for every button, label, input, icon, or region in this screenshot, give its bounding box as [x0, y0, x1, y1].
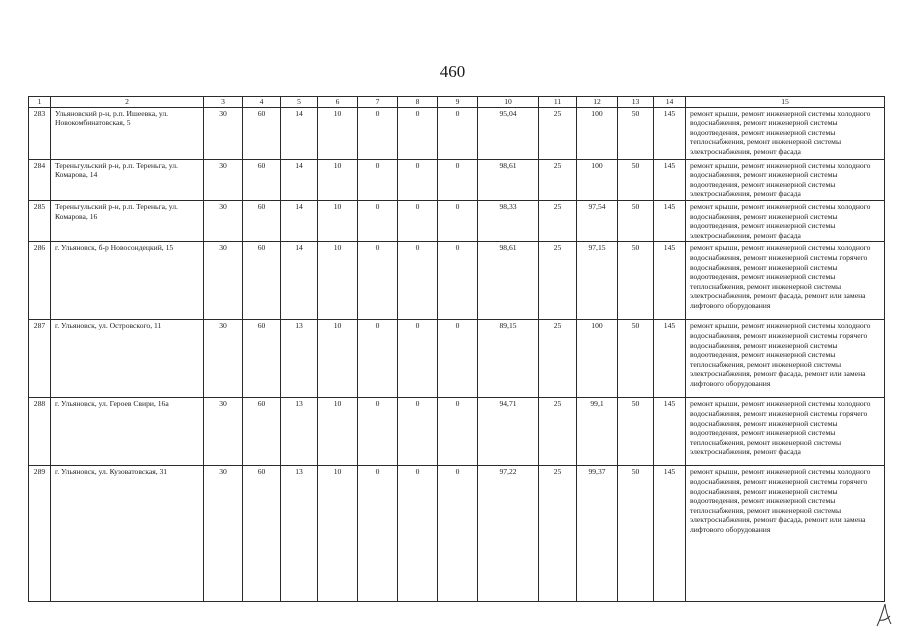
table-cell: 60: [243, 107, 281, 159]
table-cell: 0: [438, 107, 478, 159]
table-cell: 0: [438, 159, 478, 200]
address-cell: Ульяновский р-н, р.п. Ишеевка, ул. Новокомбинатовская, 5: [51, 107, 204, 159]
table-cell: 10: [318, 242, 358, 320]
works-list-cell: ремонт крыши, ремонт инженерной системы холодного водоснабжения, ремонт инженерной системы водоотведения, ремонт инженерной системы электроснабжения, ремонт фасада: [686, 200, 885, 241]
address-cell: г. Ульяновск, ул. Кузоватовская, 31: [51, 466, 204, 602]
column-header: 12: [577, 97, 618, 108]
table-cell: 0: [438, 398, 478, 466]
table-cell: 25: [539, 398, 577, 466]
column-header: 3: [204, 97, 243, 108]
table-cell: 10: [318, 466, 358, 602]
table-cell: 50: [618, 107, 654, 159]
table-cell: 0: [438, 200, 478, 241]
table-cell: 14: [281, 242, 318, 320]
table-cell: 0: [358, 398, 398, 466]
table-cell: 30: [204, 398, 243, 466]
table-cell: 25: [539, 466, 577, 602]
row-number-cell: 287: [29, 320, 51, 398]
table-cell: 0: [438, 466, 478, 602]
table-cell: 25: [539, 200, 577, 241]
works-list-cell: ремонт крыши, ремонт инженерной системы холодного водоснабжения, ремонт инженерной системы водоотведения, ремонт инженерной системы электроснабжения, ремонт фасада: [686, 159, 885, 200]
table-cell: 145: [654, 320, 686, 398]
table-cell: 25: [539, 320, 577, 398]
table-cell: 145: [654, 242, 686, 320]
table-cell: 97,54: [577, 200, 618, 241]
column-header: 7: [358, 97, 398, 108]
works-list-cell: ремонт крыши, ремонт инженерной системы холодного водоснабжения, ремонт инженерной системы горячего водоснабжения, ремонт инженерной системы водоотведения, ремонт инженерной системы теплоснабжения, ремонт инженерной системы электроснабжения, ремонт фасада, ремонт или замена лифтового оборудования: [686, 466, 885, 602]
table-cell: 10: [318, 320, 358, 398]
table-row: [29, 159, 885, 200]
address-cell: г. Ульяновск, б-р Новосондецкий, 15: [51, 242, 204, 320]
table-cell: 30: [204, 242, 243, 320]
table-cell: 50: [618, 466, 654, 602]
table-cell: 60: [243, 159, 281, 200]
table-cell: 99,37: [577, 466, 618, 602]
address-cell: г. Ульяновск, ул. Героев Свири, 16а: [51, 398, 204, 466]
table-cell: 30: [204, 466, 243, 602]
table-cell: 30: [204, 320, 243, 398]
column-header: 4: [243, 97, 281, 108]
table-cell: 50: [618, 200, 654, 241]
column-header: 10: [478, 97, 539, 108]
row-number-cell: 289: [29, 466, 51, 602]
address-cell: Тереньгульский р-н, р.п. Тереньга, ул. Комарова, 16: [51, 200, 204, 241]
table-cell: 97,22: [478, 466, 539, 602]
table-cell: 0: [358, 159, 398, 200]
row-number-cell: 288: [29, 398, 51, 466]
column-header: 6: [318, 97, 358, 108]
row-number-cell: 286: [29, 242, 51, 320]
table-body: [29, 97, 885, 602]
row-number-cell: 284: [29, 159, 51, 200]
signature-mark: [873, 600, 895, 630]
table-cell: 50: [618, 242, 654, 320]
column-header: 8: [398, 97, 438, 108]
table-cell: 145: [654, 200, 686, 241]
table-cell: 10: [318, 107, 358, 159]
address-cell: г. Ульяновск, ул. Островского, 11: [51, 320, 204, 398]
table-cell: 98,61: [478, 159, 539, 200]
table-cell: 25: [539, 159, 577, 200]
table-cell: 89,15: [478, 320, 539, 398]
column-header: 15: [686, 97, 885, 108]
table-cell: 145: [654, 159, 686, 200]
table-cell: 30: [204, 107, 243, 159]
table-cell: 0: [398, 320, 438, 398]
repair-register-table: [28, 96, 885, 602]
table-cell: 60: [243, 200, 281, 241]
row-number-cell: 283: [29, 107, 51, 159]
table-cell: 0: [358, 242, 398, 320]
table-cell: 94,71: [478, 398, 539, 466]
table-cell: 0: [398, 159, 438, 200]
works-list-cell: ремонт крыши, ремонт инженерной системы холодного водоснабжения, ремонт инженерной системы горячего водоснабжения, ремонт инженерной системы водоотведения, ремонт инженерной системы теплоснабжения, ремонт инженерной системы электроснабжения, ремонт фасада, ремонт или замена лифтового оборудования: [686, 242, 885, 320]
table-row: [29, 107, 885, 159]
table-cell: 100: [577, 320, 618, 398]
table-cell: 0: [358, 320, 398, 398]
table-row: [29, 320, 885, 398]
table-cell: 10: [318, 398, 358, 466]
table-cell: 0: [398, 466, 438, 602]
table-cell: 99,1: [577, 398, 618, 466]
table-cell: 100: [577, 107, 618, 159]
table-cell: 145: [654, 398, 686, 466]
table-row: [29, 466, 885, 602]
table-cell: 0: [358, 107, 398, 159]
column-header: 11: [539, 97, 577, 108]
column-header: 2: [51, 97, 204, 108]
table-cell: 30: [204, 159, 243, 200]
column-header: 5: [281, 97, 318, 108]
table-cell: 14: [281, 159, 318, 200]
table-row: [29, 398, 885, 466]
table-cell: 60: [243, 466, 281, 602]
table-cell: 50: [618, 159, 654, 200]
table-cell: 0: [398, 242, 438, 320]
address-cell: Тереньгульский р-н, р.п. Тереньга, ул. Комарова, 14: [51, 159, 204, 200]
table-cell: 0: [398, 200, 438, 241]
works-list-cell: ремонт крыши, ремонт инженерной системы холодного водоснабжения, ремонт инженерной системы водоотведения, ремонт инженерной системы теплоснабжения, ремонт инженерной системы электроснабжения, ремонт фасада: [686, 107, 885, 159]
page-number: 460: [439, 62, 466, 81]
table-cell: 145: [654, 466, 686, 602]
column-header: 9: [438, 97, 478, 108]
table-cell: 98,61: [478, 242, 539, 320]
row-number-cell: 285: [29, 200, 51, 241]
header-row: [29, 97, 885, 108]
table-row: [29, 242, 885, 320]
column-header: 13: [618, 97, 654, 108]
table-cell: 13: [281, 320, 318, 398]
table-cell: 0: [438, 320, 478, 398]
table-cell: 95,04: [478, 107, 539, 159]
works-list-cell: ремонт крыши, ремонт инженерной системы холодного водоснабжения, ремонт инженерной системы горячего водоснабжения, ремонт инженерной системы водоотведения, ремонт инженерной системы теплоснабжения, ремонт инженерной системы электроснабжения, ремонт фасада, ремонт или замена лифтового оборудования: [686, 320, 885, 398]
table-cell: 0: [358, 466, 398, 602]
table-cell: 98,33: [478, 200, 539, 241]
table-cell: 145: [654, 107, 686, 159]
table-cell: 0: [398, 107, 438, 159]
table-cell: 50: [618, 320, 654, 398]
table-row: [29, 200, 885, 241]
table-cell: 14: [281, 200, 318, 241]
column-header: 14: [654, 97, 686, 108]
table-cell: 60: [243, 242, 281, 320]
table-cell: 25: [539, 107, 577, 159]
table-cell: 13: [281, 398, 318, 466]
table-cell: 97,15: [577, 242, 618, 320]
table-cell: 60: [243, 320, 281, 398]
table-cell: 0: [438, 242, 478, 320]
table-cell: 50: [618, 398, 654, 466]
table-cell: 10: [318, 159, 358, 200]
column-header: 1: [29, 97, 51, 108]
table-cell: 13: [281, 466, 318, 602]
table-cell: 25: [539, 242, 577, 320]
table-cell: 0: [358, 200, 398, 241]
table-cell: 14: [281, 107, 318, 159]
works-list-cell: ремонт крыши, ремонт инженерной системы холодного водоснабжения, ремонт инженерной системы горячего водоснабжения, ремонт инженерной системы водоотведения, ремонт инженерной системы теплоснабжения, ремонт инженерной системы электроснабжения, ремонт фасада: [686, 398, 885, 466]
table-cell: 60: [243, 398, 281, 466]
table-cell: 10: [318, 200, 358, 241]
table-cell: 0: [398, 398, 438, 466]
table-cell: 30: [204, 200, 243, 241]
table-cell: 100: [577, 159, 618, 200]
